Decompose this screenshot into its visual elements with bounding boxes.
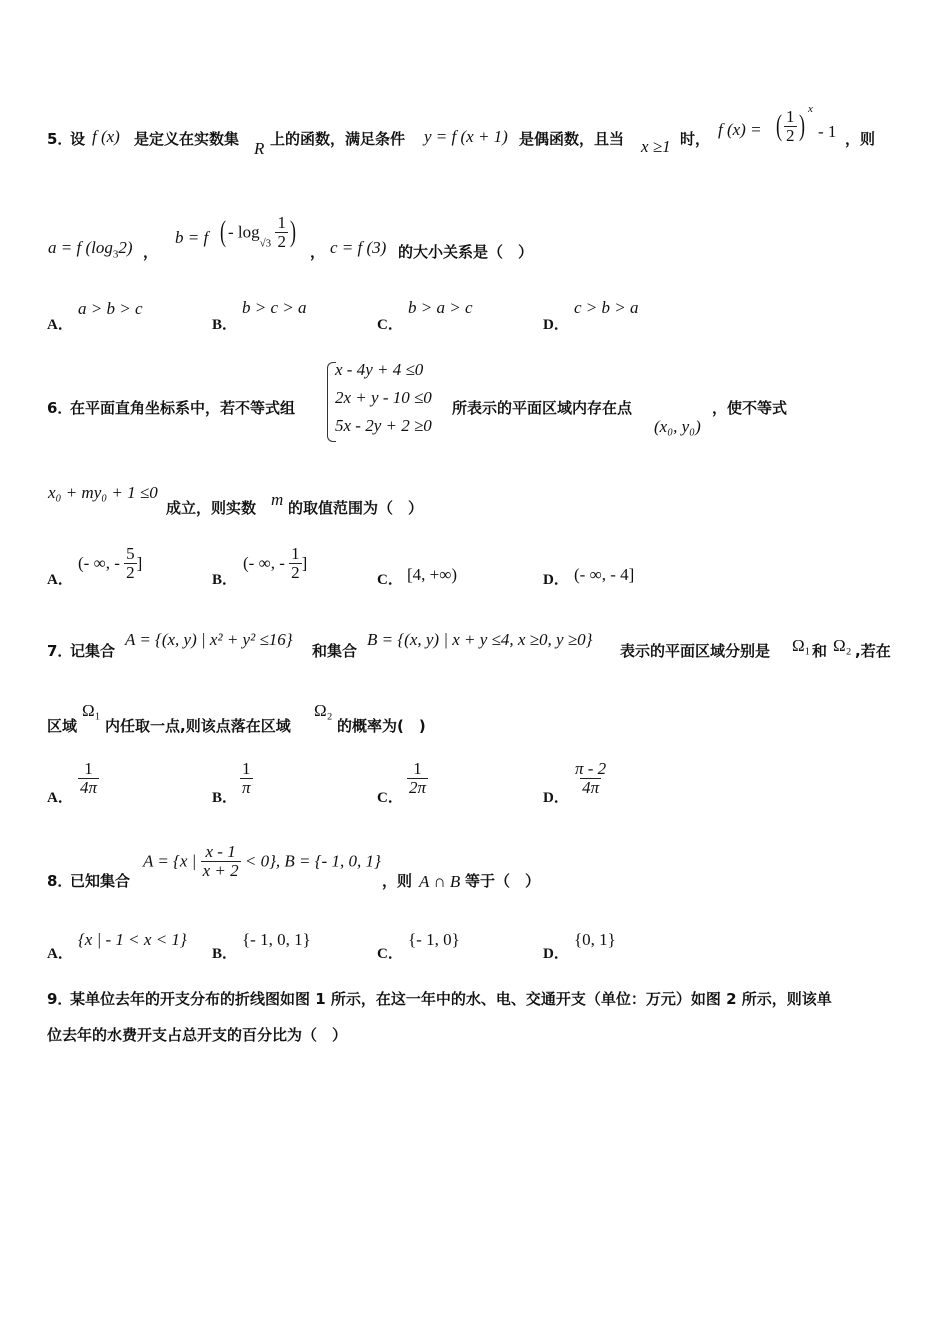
q6-option-b-value[interactable]: (- ∞, - $\frac{1}{2}$ ] <box>243 544 308 582</box>
q8-option-b-label[interactable]: B． <box>212 946 238 962</box>
q7-option-b-label[interactable]: B． <box>212 790 238 806</box>
q7-omega-2-b: Ω₂ <box>314 701 333 720</box>
q7-number: 7． <box>47 642 73 660</box>
q8-text-2: ，则 <box>382 872 413 890</box>
q7-option-c-value[interactable]: $\frac{1}{2\pi}$ <box>409 759 427 797</box>
q6-text-3: ，使不等式 <box>712 399 788 417</box>
q5-text-1: 设 <box>70 130 86 148</box>
q5-c-expr: c = f (3) <box>330 238 387 257</box>
q7-option-b-value[interactable]: $\frac{1}{\pi}$ <box>242 759 251 797</box>
q8-option-c-label[interactable]: C． <box>377 946 403 962</box>
q6-option-d-label[interactable]: D． <box>543 572 569 588</box>
q8-intersection: A ∩ B <box>419 872 461 891</box>
q5-option-c-label[interactable]: C． <box>377 317 403 333</box>
q7-set-b: B = {(x, y) | x + y ≤4, x ≥0, y ≥0} <box>367 630 593 649</box>
q5-fdef-lhs: f (x) = <box>718 120 762 139</box>
q5-text-3: 上的函数，满足条件 <box>270 130 406 148</box>
q7-text-7: 内任取一点,则该点落在区域 <box>105 717 291 735</box>
q7-omega-1-b: Ω₁ <box>82 701 101 720</box>
q6-m: m <box>271 490 284 509</box>
q7-text-2: 和集合 <box>312 642 358 660</box>
q7-option-d-label[interactable]: D． <box>543 790 569 806</box>
q7-text-6: 区域 <box>47 717 78 735</box>
q5-text-4: 是偶函数，且当 <box>519 130 625 148</box>
q5-text-6: ，则 <box>845 130 876 148</box>
q5-option-a-label[interactable]: A． <box>47 317 73 333</box>
q7-text-8: 的概率为( ) <box>337 717 426 735</box>
q5-option-b-label[interactable]: B． <box>212 317 238 333</box>
q5-option-d-label[interactable]: D． <box>543 317 569 333</box>
q7-set-a: A = {(x, y) | x² + y² ≤16} <box>125 630 293 649</box>
q5-exponent-x: x <box>808 103 813 115</box>
q5-text-5: 时， <box>680 130 711 148</box>
q8-text-3: 等于（ ） <box>465 872 541 890</box>
q6-number: 6． <box>47 399 73 417</box>
q5-option-c-value[interactable]: b > a > c <box>408 298 473 317</box>
q6-option-c-value[interactable]: [4, +∞) <box>407 565 458 584</box>
q5-condition: x ≥1 <box>641 137 671 156</box>
q6-text-1: 在平面直角坐标系中，若不等式组 <box>70 399 296 417</box>
q6-option-a-value[interactable]: (- ∞, - $\frac{5}{2}$ ] <box>78 544 143 582</box>
q5-b-expr: b = f <box>175 228 209 247</box>
q8-option-a-value[interactable]: {x | - 1 < x < 1} <box>78 930 187 949</box>
q9-line-1: 某单位去年的开支分布的折线图如图 1 所示，在这一年中的水、电、交通开支（单位：万元）如图 2 所示，则该单 <box>70 990 832 1008</box>
q5-fx: f (x) <box>92 127 120 146</box>
q8-set-a: A = {x | $\frac{x - 1}{x + 2}$ < 0}, B = {- 1, 0, 1} <box>143 842 381 880</box>
q7-omega-2: Ω₂ <box>833 636 852 655</box>
q5-option-b-value[interactable]: b > c > a <box>242 298 307 317</box>
q8-number: 8． <box>47 872 73 890</box>
q6-text-4: 成立，则实数 <box>166 499 257 517</box>
q9-number: 9． <box>47 990 73 1008</box>
q5-comma-1: ， <box>143 243 159 261</box>
q5-option-d-value[interactable]: c > b > a <box>574 298 639 317</box>
q8-option-a-label[interactable]: A． <box>47 946 73 962</box>
q6-ineq-3: 5x - 2y + 2 ≥0 <box>335 416 432 435</box>
q5-half: ( $\frac{1}{2}$ ) <box>776 107 805 145</box>
q6-point: (x₀, y₀) <box>654 417 701 436</box>
q5-option-a-value[interactable]: a > b > c <box>78 299 143 318</box>
q5-comma-2: ， <box>310 243 326 261</box>
q5-minus-one: - 1 <box>818 122 837 141</box>
q8-option-c-value[interactable]: {- 1, 0} <box>408 930 460 949</box>
q7-text-5: ,若在 <box>855 642 891 660</box>
q7-text-1: 记集合 <box>70 642 116 660</box>
q5-b-arg: ( - $\log_{√3}$ $\frac{1}{2}$ ) <box>220 213 296 251</box>
q5-R: R <box>254 139 265 158</box>
q8-option-d-label[interactable]: D． <box>543 946 569 962</box>
q7-option-d-value[interactable]: $\frac{\pi - 2}{4\pi}$ <box>575 759 607 797</box>
q7-option-c-label[interactable]: C． <box>377 790 403 806</box>
q7-omega-1: Ω₁ <box>792 636 811 655</box>
q7-option-a-label[interactable]: A． <box>47 790 73 806</box>
q8-option-b-value[interactable]: {- 1, 0, 1} <box>242 930 311 949</box>
q7-option-a-value[interactable]: $\frac{1}{4\pi}$ <box>80 759 98 797</box>
q5-text-7: 的大小关系是（ ） <box>398 243 534 261</box>
q6-condition-ineq: x₀ + my₀ + 1 ≤0 <box>48 483 158 502</box>
q5-text-2: 是定义在实数集 <box>134 130 240 148</box>
q6-text-5: 的取值范围为（ ） <box>288 499 424 517</box>
q6-text-2: 所表示的平面区域内存在点 <box>452 399 633 417</box>
q6-ineq-2: 2x + y - 10 ≤0 <box>335 388 432 407</box>
q6-option-b-label[interactable]: B． <box>212 572 238 588</box>
q8-text-1: 已知集合 <box>70 872 131 890</box>
q6-option-c-label[interactable]: C． <box>377 572 403 588</box>
q7-text-4: 和 <box>812 642 828 660</box>
q5-number: 5． <box>47 130 73 148</box>
q6-option-d-value[interactable]: (- ∞, - 4] <box>574 565 635 584</box>
q5-y-equals: y = f (x + 1) <box>424 127 508 146</box>
q6-ineq-1: x - 4y + 4 ≤0 <box>335 360 424 379</box>
q5-a-expr: a = f $(\log_32)$ <box>48 238 133 261</box>
q8-option-d-value[interactable]: {0, 1} <box>574 930 616 949</box>
q7-text-3: 表示的平面区域分别是 <box>620 642 771 660</box>
q6-option-a-label[interactable]: A． <box>47 572 73 588</box>
q9-line-2: 位去年的水费开支占总开支的百分比为（ ） <box>47 1026 348 1044</box>
